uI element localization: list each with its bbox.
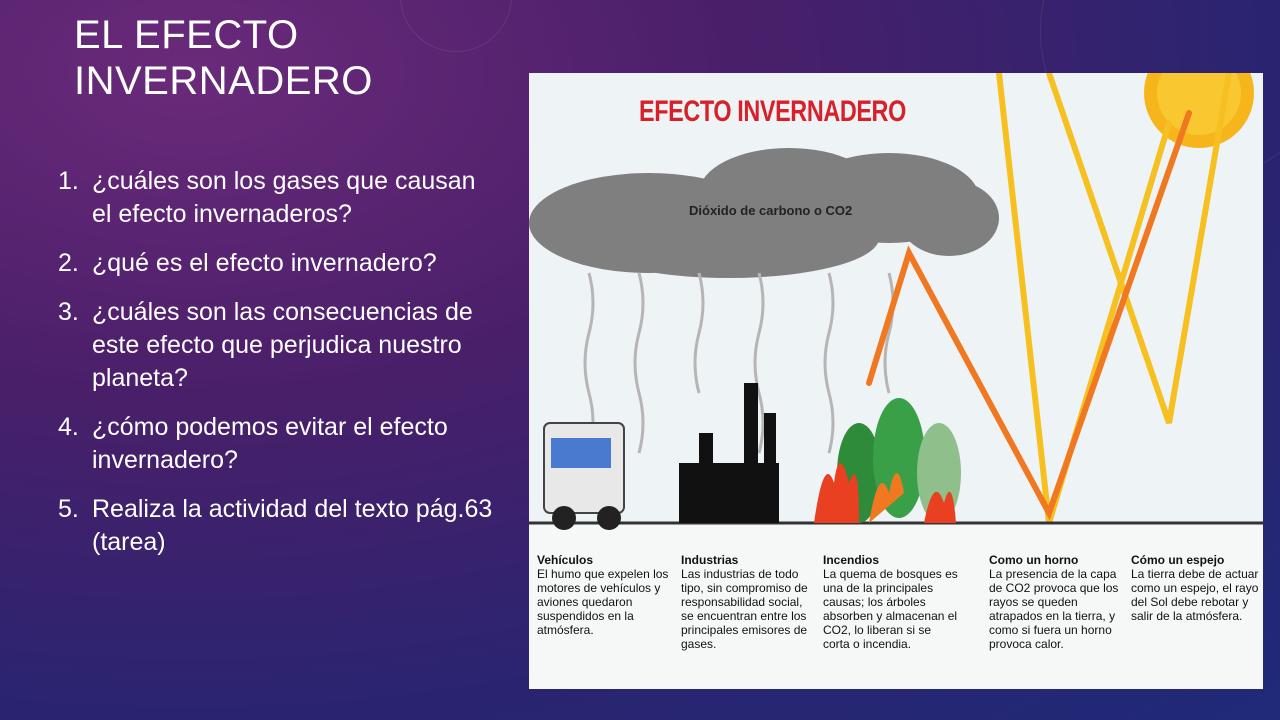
caption-text: Las industrias de todo tipo, sin compromiso de responsabilidad social, se encuentran entre los principales emisores de gases. — [681, 567, 808, 651]
caption-heading: Incendios — [823, 553, 880, 567]
question-text: Realiza la actividad del texto pág.63 (tarea) — [92, 495, 493, 556]
caption-text: La presencia de la capa de CO2 provoca que los rayos se queden atrapados en la tierra, y como si fuera un horno provoca calor. — [989, 567, 1119, 651]
caption-heading: Cómo un espejo — [1131, 553, 1225, 567]
caption-heading: Industrias — [681, 553, 739, 567]
question-number: 5. — [58, 495, 79, 523]
caption-incendios — [823, 553, 958, 651]
question-number: 3. — [58, 298, 79, 326]
infographic-title: EFECTO INVERNADERO — [639, 95, 906, 128]
caption-text: La quema de bosques es una de la principales causas; los árboles absorben y almacenan el CO2, lo liberan si se corta o incendia. — [823, 567, 958, 651]
greenhouse-infographic — [529, 73, 1263, 689]
question-text: ¿cuáles son los gases que causan el efecto invernaderos? — [92, 167, 476, 228]
question-item — [58, 411, 498, 477]
question-item — [58, 493, 498, 559]
question-item — [58, 165, 498, 231]
question-item — [58, 296, 498, 395]
caption-vehiculos — [537, 553, 677, 637]
caption-horno — [989, 553, 1124, 651]
question-number: 2. — [58, 249, 79, 277]
bus-icon — [544, 423, 624, 530]
caption-text: La tierra debe de actuar como un espejo, el rayo del Sol debe rebotar y salir de la atmósfera. — [1131, 567, 1259, 623]
slide-title: EL EFECTO INVERNADERO — [74, 13, 373, 103]
cloud-label: Dióxido de carbono o CO2 — [689, 203, 853, 218]
question-number: 4. — [58, 413, 79, 441]
question-text: ¿cómo podemos evitar el efecto invernadero? — [92, 413, 448, 474]
question-number: 1. — [58, 167, 79, 195]
caption-industrias — [681, 553, 816, 651]
caption-espejo — [1131, 553, 1259, 623]
caption-heading: Como un horno — [989, 553, 1079, 567]
question-list — [58, 165, 498, 575]
caption-heading: Vehículos — [537, 553, 594, 567]
question-text: ¿cuáles son las consecuencias de este efecto que perjudica nuestro planeta? — [92, 298, 473, 392]
caption-text: El humo que expelen los motores de vehículos y aviones quedaron suspendidos en la atmósfera. — [537, 567, 669, 637]
question-text: ¿qué es el efecto invernadero? — [92, 249, 437, 277]
question-item — [58, 247, 498, 280]
